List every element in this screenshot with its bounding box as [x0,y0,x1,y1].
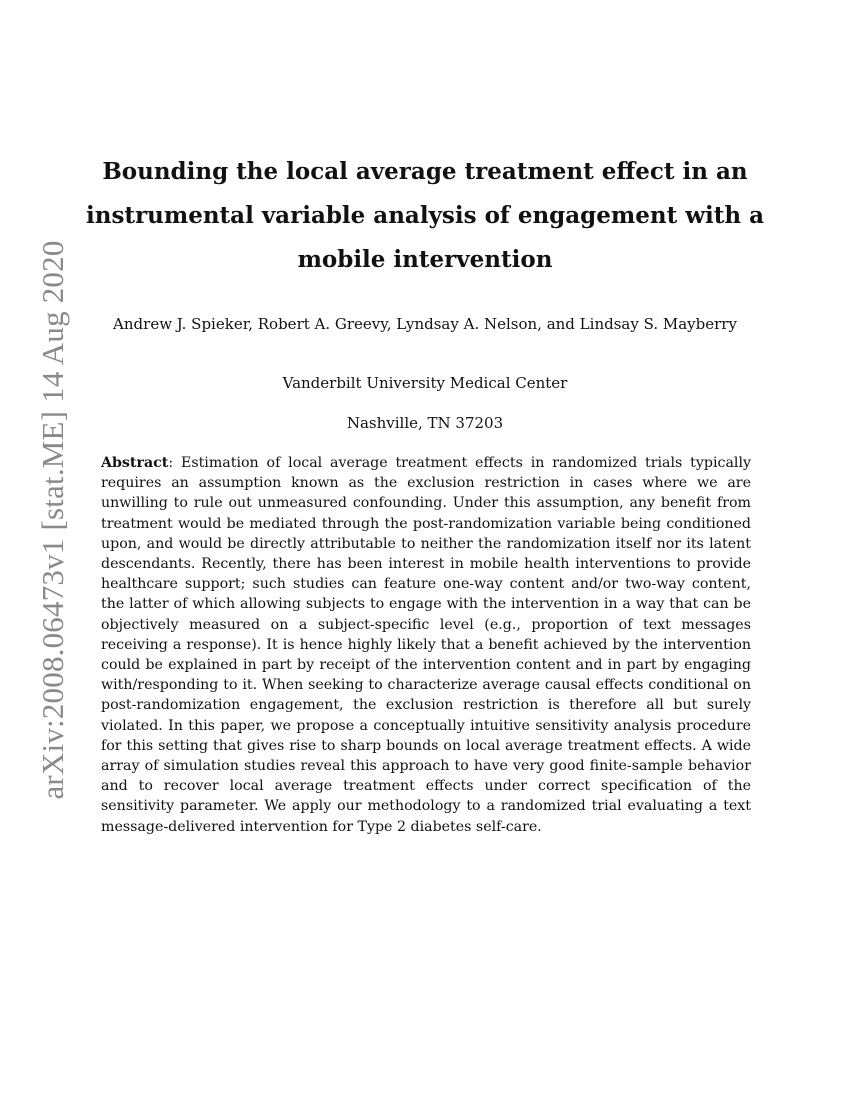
paper-title [85,150,765,282]
abstract-label: Abstract [101,455,169,471]
author-list: Andrew J. Spieker, Robert A. Greevy, Lyndsay A. Nelson, and Lindsay S. Mayberry [113,315,737,333]
title-line-3: mobile intervention [297,246,553,273]
location: Nashville, TN 37203 [346,414,504,432]
title-line-2: instrumental variable analysis of engagement with a [85,202,764,229]
arxiv-identifier-stamp: arXiv:2008.06473v1 [stat.ME] 14 Aug 2020 [35,240,70,800]
affiliation: Vanderbilt University Medical Center [282,374,568,392]
title-line-1: Bounding the local average treatment effect in an [102,158,748,185]
abstract-text: : Estimation of local average treatment effects in randomized trials typically requires an assumption known as the exclusion restriction in cases where we are unwilling to rule out unmeasured confounding. Under this assumption, any benefit from treatment would be mediated through the post-randomization variable being conditioned upon, and would be directly attributable to neither the randomization itself nor its latent descendants. Recently, there has been interest in mobile health interventions to provide healthcare support; such studies can feature one-way content and/or two-way content, the latter of which allowing subjects to engage with the intervention in a way that can be objectively measured on a subject-specific level (e.g., proportion of text messages receiving a response). It is hence highly likely that a benefit achieved by the intervention could be explained in part by receipt of the intervention content and in part by engaging with/responding to it. When seeking to characterize average causal effects conditional on post-randomization engagement, the exclusion restriction is therefore all but surely violated. In this paper, we propose a conceptually intuitive sensitivity analysis procedure for this setting that gives rise to sharp bounds on local average treatment effects. A wide array of simulation studies reveal this approach to have very good finite-sample behavior and to recover local average treatment effects under correct specification of the sensitivity parameter. We apply our methodology to a randomized trial evaluating a text message-delivered intervention for Type 2 diabetes self-care. [101,455,751,835]
abstract [101,453,751,837]
